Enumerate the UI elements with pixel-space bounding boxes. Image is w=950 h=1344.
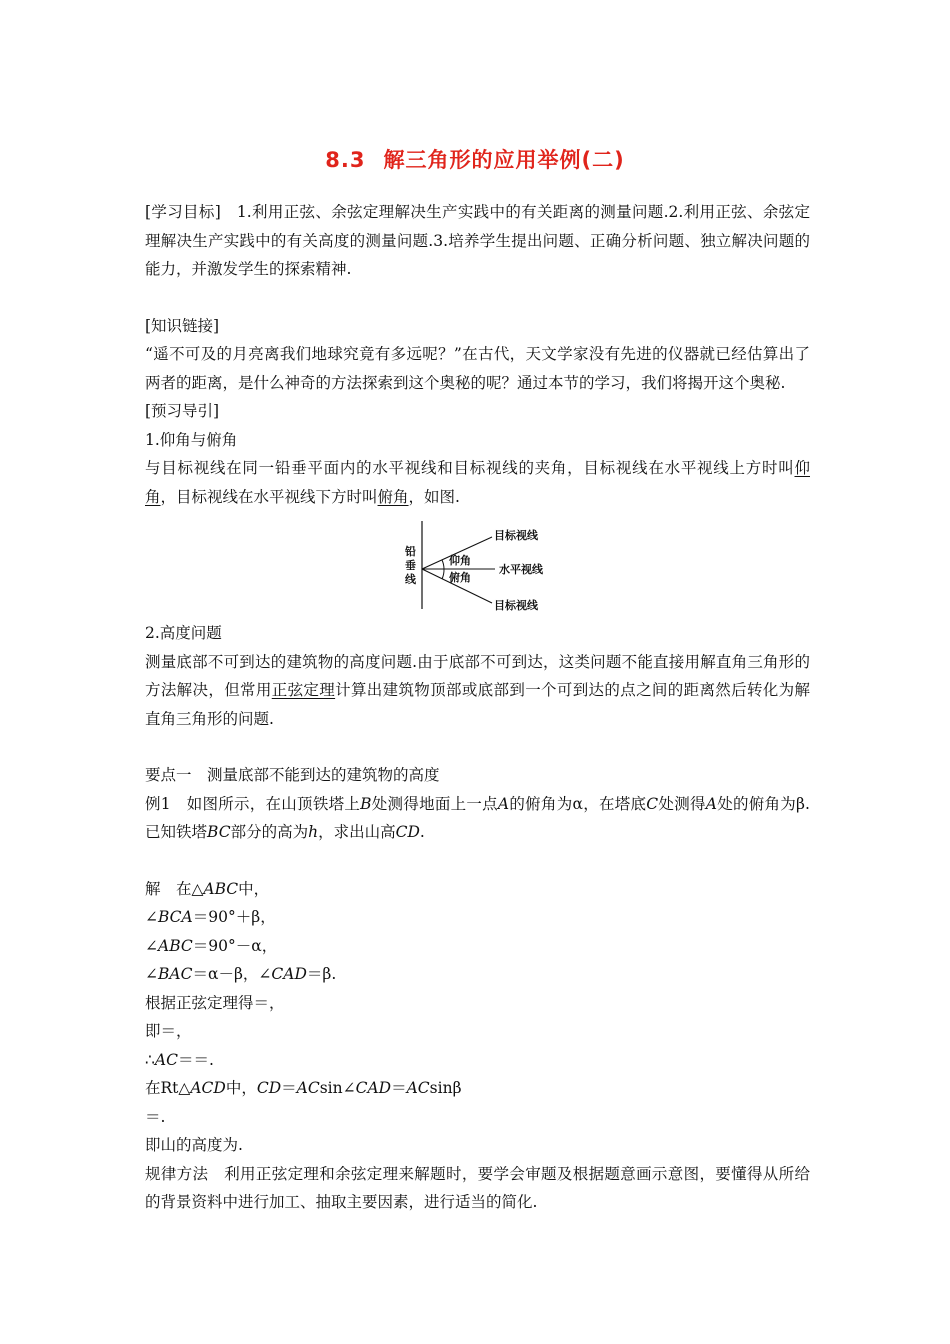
- solution-line-7: [145, 1046, 810, 1075]
- text-segment: ∠: [145, 965, 158, 983]
- vertical-label-2: 垂: [405, 559, 416, 572]
- math-var: β: [322, 965, 332, 983]
- text-segment: .: [331, 965, 337, 983]
- math-var: AC: [296, 1079, 320, 1097]
- vertical-label-3: 线: [405, 573, 416, 586]
- text-segment: ∠: [145, 936, 158, 955]
- learning-objectives: [145, 198, 810, 284]
- math-var: α: [572, 794, 583, 813]
- math-var: ACD: [190, 1079, 226, 1097]
- math-var: BCA: [158, 908, 193, 926]
- solution-line-2: [145, 903, 810, 932]
- text-segment: ，目标视线在水平视线下方时叫: [160, 487, 378, 506]
- solution-line-9: ＝.: [145, 1107, 166, 1126]
- text-segment: 的俯角为: [509, 794, 573, 813]
- text-segment: sin∠: [319, 1079, 356, 1097]
- solution-line-3: [145, 932, 810, 961]
- text-segment: .: [419, 823, 425, 841]
- text-segment: sin: [429, 1079, 453, 1097]
- text-segment: ＝＝.: [177, 1050, 214, 1069]
- depression-arc: [442, 569, 444, 579]
- text-segment: 计算出建筑物顶部或底部到一个可到达的点之间的距离然后转化为解直角三角形的问题.: [145, 681, 810, 728]
- text-segment: ＝: [391, 1079, 407, 1097]
- math-var: ABC: [203, 879, 239, 898]
- target-label-top: 目标视线: [494, 529, 538, 542]
- text-segment: 处测得: [658, 794, 706, 813]
- text-segment: 中，: [238, 879, 270, 898]
- text-segment: .已知铁塔: [145, 794, 810, 841]
- math-var: A: [497, 794, 510, 813]
- text-segment: 测量底部不可到达的建筑物的高度问题.由于底部不可到达，这类问题不能直接用解直角三角形的方法解决，但常用: [145, 652, 810, 699]
- text-segment: ，求出山高: [318, 823, 396, 841]
- preview-item1-title: 1.仰角与俯角: [145, 430, 238, 449]
- math-var: β: [251, 908, 261, 926]
- text-segment: ＝: [281, 1079, 297, 1097]
- text-segment: 与目标视线在同一铅垂平面内的水平视线和目标视线的夹角，目标视线在水平视线上方时叫: [145, 459, 795, 477]
- example-label: 例1: [145, 794, 171, 813]
- math-var: CAD: [355, 1079, 392, 1097]
- math-var: CD: [256, 1079, 282, 1097]
- math-var: β: [452, 1079, 462, 1097]
- preview-item2-text: [145, 648, 810, 734]
- text-segment: －: [218, 965, 234, 983]
- math-var: BAC: [158, 965, 193, 983]
- text-segment: ，在塔底: [582, 794, 647, 813]
- preview-item1-text: [145, 454, 810, 511]
- math-var: A: [705, 794, 717, 813]
- section-title: 解三角形的应用举例(二): [383, 148, 625, 172]
- solution-line-5: 根据正弦定理得＝，: [145, 993, 285, 1012]
- text-segment: ＝90°＋: [192, 908, 252, 926]
- solution-line-4: [145, 960, 810, 989]
- math-var: β: [233, 965, 243, 983]
- text-segment: ，: [260, 908, 276, 926]
- math-var: BC: [207, 823, 231, 841]
- math-var: CAD: [271, 965, 307, 983]
- text-segment: ，∠: [242, 965, 272, 983]
- math-var: h: [308, 823, 319, 841]
- method-note: 规律方法 利用正弦定理和余弦定理来解题时，要学会审题及根据题意画示意图，要懂得从所给的背景资料中进行加工、抽取主要因素，进行适当的简化.: [145, 1164, 810, 1211]
- page-title: [0, 144, 950, 174]
- key-point-title: 要点一 测量底部不能到达的建筑物的高度: [145, 766, 440, 784]
- term-sine-law: 正弦定理: [271, 681, 336, 699]
- text-segment: 解 在△: [145, 879, 204, 898]
- term-depression: 俯角: [377, 487, 409, 506]
- example-1: [145, 790, 810, 847]
- text-segment: ＝: [192, 965, 208, 983]
- section-number: 8.3: [325, 148, 366, 172]
- text-segment: 处的俯角为: [716, 794, 797, 813]
- vertical-label-1: 铅: [405, 545, 416, 558]
- math-var: ABC: [158, 936, 193, 955]
- text-segment: 在Rt△: [145, 1079, 191, 1097]
- math-var: β: [796, 794, 806, 813]
- math-var: B: [360, 794, 372, 813]
- solution-line-8: [145, 1074, 810, 1103]
- text-segment: ∴: [145, 1050, 155, 1069]
- solution-line-1: [145, 875, 810, 904]
- depression-label: 俯角: [449, 571, 471, 584]
- math-var: α: [251, 936, 262, 955]
- content: [145, 198, 810, 1217]
- preview-item2-title: 2.高度问题: [145, 624, 222, 642]
- preview-label: [预习导引]: [145, 402, 220, 420]
- math-var: AC: [406, 1079, 430, 1097]
- objectives-text: 1.利用正弦、余弦定理解决生产实践中的有关距离的测量问题.2.利用正弦、余弦定理解决生产实践中的有关高度的测量问题.3.培养学生提出问题、正确分析问题、独立解决问题的能力，并激发学生的探索精神.: [145, 203, 810, 278]
- angle-figure: [145, 519, 810, 615]
- knowledge-link-label: [知识链接]: [145, 316, 220, 335]
- text-segment: ，如图.: [408, 487, 460, 506]
- objectives-label: [学习目标]: [145, 203, 221, 221]
- horizontal-label: 水平视线: [499, 563, 543, 576]
- text-segment: 如图所示，在山顶铁塔上: [186, 794, 361, 813]
- math-var: CD: [395, 823, 420, 841]
- text-segment: ，: [261, 936, 278, 955]
- knowledge-link-text: “遥不可及的月亮离我们地球究竟有多远呢？”在古代，天文学家没有先进的仪器就已经估算出了两者的距离，是什么神奇的方法探索到这个奥秘的呢？通过本节的学习，我们将揭开这个奥秘.: [145, 345, 810, 392]
- solution-line-6: 即＝，: [145, 1022, 192, 1040]
- text-segment: ＝: [306, 965, 323, 983]
- math-var: α: [207, 965, 219, 983]
- elevation-label: 仰角: [449, 554, 471, 567]
- math-var: AC: [154, 1050, 178, 1069]
- text-segment: ∠: [145, 908, 158, 926]
- text-segment: ＝90°－: [192, 936, 252, 955]
- text-segment: 中，: [225, 1079, 257, 1097]
- elevation-arc: [442, 560, 444, 569]
- angle-diagram: [397, 519, 557, 615]
- text-segment: 部分的高为: [230, 823, 309, 841]
- target-label-bottom: 目标视线: [494, 599, 538, 612]
- solution-line-10: 即山的高度为.: [145, 1136, 243, 1154]
- text-segment: 处测得地面上一点: [371, 794, 498, 813]
- term-elevation: 仰角: [145, 459, 810, 506]
- math-var: C: [646, 794, 659, 813]
